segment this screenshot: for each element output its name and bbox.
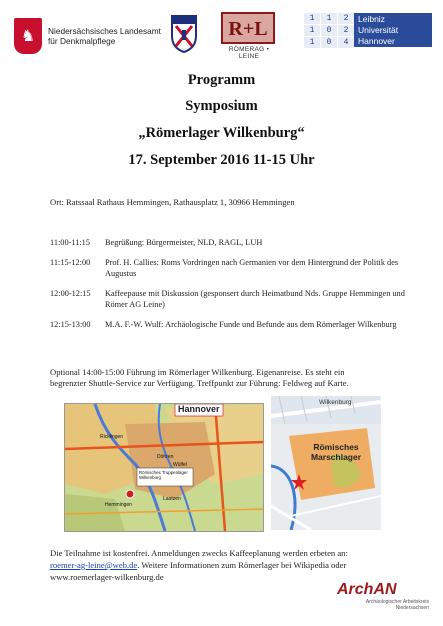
luh-digit: 2 xyxy=(338,13,354,24)
roemer-ag-leine-logo xyxy=(221,12,277,60)
optional-tour-text: Optional 14:00-15:00 Führung im Römerlager Wilkenburg. Eigenanreise. Es steht ein begrenzter Shuttle-Service zur Verfügung. Treffpunkt zur Führung: Feldweg auf Karte. xyxy=(50,367,349,388)
camp-detail-map-graphic xyxy=(271,396,381,530)
archan-sub2: Niedersachsen xyxy=(395,605,429,611)
ndl-logo xyxy=(14,14,164,58)
ndl-line1: Niedersächsisches Landesamt xyxy=(48,26,161,36)
title-roemerlager: „Römerlager Wilkenburg“ xyxy=(138,125,305,141)
archan-sub1: Archäologischer Arbeitskreis xyxy=(365,599,429,605)
schedule-time-1: 11:00-11:15 xyxy=(50,238,90,247)
schedule-time-2: 11:15-12:00 xyxy=(50,258,91,267)
schedule-time-3: 12:00-12:15 xyxy=(50,289,91,298)
heimatbund-crest-icon xyxy=(170,12,198,54)
roemer-logo-mark: R+L xyxy=(221,12,275,44)
street-label: Wilkenburg xyxy=(319,399,352,406)
archan-logo xyxy=(337,581,433,617)
luh-digit: 1 xyxy=(321,13,337,24)
ndl-line2: für Denkmalpflege xyxy=(48,36,116,46)
luh-line1: Leibniz xyxy=(358,14,385,24)
title-symposium: Symposium xyxy=(185,98,258,114)
luh-digit: 1 xyxy=(304,25,320,36)
luh-digit: 4 xyxy=(338,37,354,48)
schedule-time-4: 12:15-13:00 xyxy=(50,320,91,329)
map-place-label: Hemmingen xyxy=(105,502,132,508)
archan-wordmark: ArchAN xyxy=(337,581,397,598)
luh-logo xyxy=(304,13,432,47)
luh-line3: Hannover xyxy=(358,36,395,46)
title-programm: Programm xyxy=(187,72,256,88)
contact-email-link[interactable]: roemer-ag-leine@web.de xyxy=(50,560,138,570)
saxony-horse-icon: ♞ xyxy=(14,18,42,54)
roemer-logo-caption: RÖMERAG • LEINE xyxy=(228,46,270,60)
luh-digit: 0 xyxy=(321,25,337,36)
schedule-desc-4: M.A. F.-W. Wulf: Archäologische Funde und Befunde aus dem Römerlager Wilkenburg xyxy=(105,320,397,329)
schedule-desc-3: Kaffeepause mit Diskussion (gesponsert durch Heimatbund Nds. Gruppe Hemmingen und Römer AG Leine) xyxy=(105,289,405,309)
schedule-desc-1: Begrüßung: Bürgermeister, NLD, RAGL, LUH xyxy=(105,238,263,247)
map-city-label: Hannover xyxy=(178,404,220,414)
luh-name-block xyxy=(354,13,432,47)
luh-digit: 1 xyxy=(304,37,320,48)
luh-digit: 1 xyxy=(304,13,320,24)
luh-digit-grid xyxy=(304,13,354,47)
schedule-desc-2: Prof. H. Callies: Roms Vordringen nach Germanien vor dem Hintergrund der Politik des Augustus xyxy=(105,258,399,278)
website-text: www.roemerlager-wilkenburg.de xyxy=(50,572,164,582)
footer-line2-text: . Weitere Informationen zum Römerlager bei Wikipedia oder xyxy=(137,560,347,570)
location-text: Ort: Ratssaal Rathaus Hemmingen, Rathausplatz 1, 30966 Hemmingen xyxy=(50,197,295,207)
map-camp-label: Römisches Truppenlager Wilkenburg xyxy=(139,470,188,480)
title-date: 17. September 2016 11-15 Uhr xyxy=(128,152,315,168)
map-place-label: Ricklingen xyxy=(100,434,124,440)
luh-line2: Universität xyxy=(358,25,399,35)
camp-detail-map xyxy=(271,396,381,530)
luh-digit: 2 xyxy=(338,25,354,36)
map-place-label: Wülfel xyxy=(173,462,187,468)
camp-label: Römisches Marschlager xyxy=(310,442,362,462)
luh-digit: 0 xyxy=(321,37,337,48)
footer-line1: Die Teilnahme ist kostenfrei. Anmeldungen zwecks Kaffeeplanung werden erbeten an: xyxy=(50,548,348,558)
map-place-label: Döhren xyxy=(157,454,174,460)
overview-map-graphic xyxy=(65,404,263,531)
map-place-label: Laatzen xyxy=(163,496,181,502)
overview-map xyxy=(64,403,264,532)
